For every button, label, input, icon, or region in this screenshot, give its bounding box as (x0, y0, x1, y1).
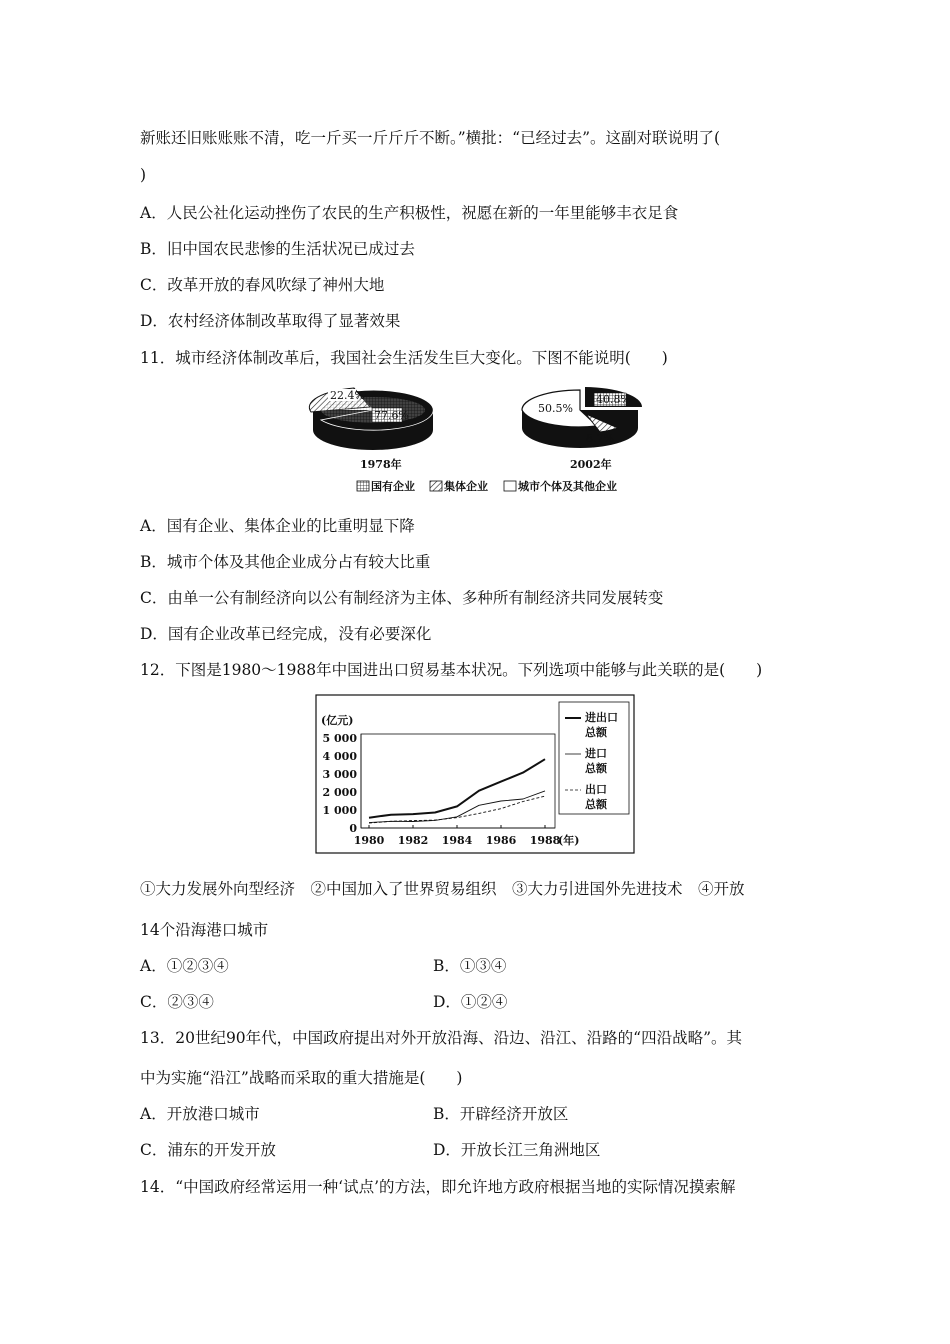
trade-line-chart (315, 694, 635, 854)
pie-1978 (309, 388, 433, 471)
q12-option-b: B．①③④ (433, 957, 507, 975)
q13-option-c: C．浦东的开发开放 (140, 1141, 276, 1159)
q10-option-d: D．农村经济体制改革取得了显著效果 (140, 312, 401, 330)
q12-option-a: A．①②③④ (140, 957, 229, 975)
legend-collective: 集体企业 (444, 480, 488, 493)
q13-option-d: D．开放长江三角洲地区 (433, 1141, 601, 1159)
pie-2002 (522, 387, 642, 471)
y-tick-label: 5 000 (322, 732, 357, 745)
legend-import-line2: 总额 (585, 762, 607, 775)
pie-2002-label-collective: 8.7% (586, 432, 614, 445)
x-tick-label: 1982 (397, 834, 429, 847)
y-tick-label: 4 000 (322, 750, 357, 763)
legend-private: 城市个体及其他企业 (518, 480, 617, 493)
x-axis-unit: (年) (558, 834, 580, 847)
q14-stem-line1: 14．“中国政府经常运用一种‘试点’的方法，即允许地方政府根据当地的实际情况摸索解 (140, 1178, 736, 1196)
legend-export-line1: 出口 (585, 783, 607, 796)
q12-stem: 12．下图是1980～1988年中国进出口贸易基本状况。下列选项中能够与此关联的是( ) (140, 661, 763, 679)
y-tick-label: 3 000 (322, 768, 357, 781)
q13-stem-line1: 13．20世纪90年代，中国政府提出对外开放沿海、沿边、沿江、沿路的“四沿战略”。其 (140, 1029, 743, 1047)
q10-option-a: A．人民公社化运动挫伤了农民的生产积极性，祝愿在新的一年里能够丰衣足食 (140, 204, 679, 222)
q12-option-d: D．①②④ (433, 993, 508, 1011)
pie-1978-label-state-owned: 77.6% (374, 409, 409, 422)
legend-import-line1: 进口 (585, 747, 607, 760)
x-tick-label: 1984 (441, 834, 473, 847)
legend-state-owned: 国有企业 (371, 480, 415, 493)
q11-option-b: B．城市个体及其他企业成分占有较大比重 (140, 553, 431, 571)
q10-option-c: C．改革开放的春风吹绿了神州大地 (140, 276, 385, 294)
legend-total-line2: 总额 (585, 726, 607, 739)
q12-option-c: C．②③④ (140, 993, 214, 1011)
y-tick-label: 0 (349, 822, 357, 835)
q13-stem-line2: 中为实施“沿江”战略而采取的重大措施是( ) (140, 1069, 463, 1087)
x-tick-label: 1988 (529, 834, 561, 847)
q11-option-d: D．国有企业改革已经完成，没有必要深化 (140, 625, 432, 643)
q13-option-b: B．开辟经济开放区 (433, 1105, 569, 1123)
pie-2002-year: 2002年 (570, 458, 612, 471)
y-axis-unit: (亿元) (321, 714, 354, 727)
q11-stem: 11．城市经济体制改革后，我国社会生活发生巨大变化。下图不能说明( ) (140, 349, 668, 367)
q11-option-a: A．国有企业、集体企业的比重明显下降 (140, 517, 415, 535)
q12-statements-line2: 14个沿海港口城市 (140, 921, 269, 939)
q12-statements-line1: ①大力发展外向型经济 ②中国加入了世界贸易组织 ③大力引进国外先进技术 ④开放 (140, 880, 745, 898)
pie-1978-year: 1978年 (360, 458, 402, 471)
q10-option-b: B．旧中国农民悲惨的生活状况已成过去 (140, 240, 415, 258)
q10-stem-continuation: 新账还旧账账账不清，吃一斤买一斤斤斤不断。”横批：“已经过去”。这副对联说明了( (140, 129, 721, 147)
pie-2002-label-private: 50.5% (538, 402, 573, 415)
pie-1978-label-collective: 22.4% (330, 389, 365, 402)
q13-option-a: A．开放港口城市 (140, 1105, 260, 1123)
x-tick-label: 1980 (353, 834, 385, 847)
y-tick-label: 1 000 (322, 804, 357, 817)
pie-legend (357, 479, 617, 493)
pie-2002-label-state-owned: 40.8% (596, 393, 631, 406)
line-legend (559, 702, 629, 814)
legend-export-line2: 总额 (585, 798, 607, 811)
x-tick-label: 1986 (485, 834, 517, 847)
q11-option-c: C．由单一公有制经济向以公有制经济为主体、多种所有制经济共同发展转变 (140, 589, 664, 607)
pie-charts-figure (300, 380, 660, 500)
y-tick-label: 2 000 (322, 786, 357, 799)
q10-paren-close: ) (140, 166, 147, 184)
legend-total-line1: 进出口 (585, 711, 618, 724)
